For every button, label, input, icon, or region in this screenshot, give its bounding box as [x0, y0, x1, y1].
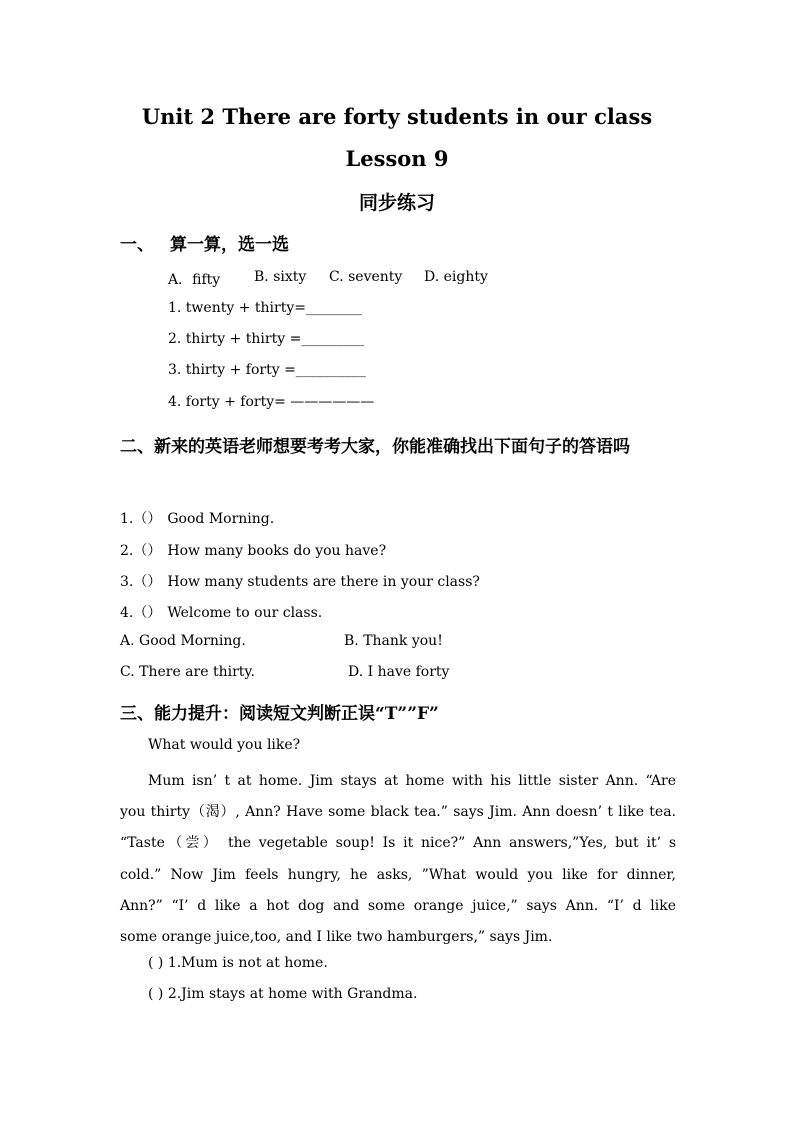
section3-heading: 三、能力提升：阅读短文判断正误“T””F”	[120, 704, 439, 724]
answer-d: D. I have forty	[348, 664, 450, 680]
section2-question-2	[120, 540, 386, 560]
section1-number: 一、	[120, 235, 154, 255]
question-number: 3.（）	[120, 574, 162, 590]
section1-question-2: 2. thirty + thirty =_________	[168, 331, 365, 347]
page-title: Unit 2 There are forty students in our class	[141, 104, 653, 129]
answer-c: C. There are thirty.	[120, 664, 255, 680]
reading-passage	[120, 766, 676, 953]
answer-b: B. Thank you!	[344, 633, 443, 649]
option-d: D. eighty	[424, 269, 488, 285]
question-number: 1.（）	[120, 511, 162, 527]
section2-question-3	[120, 571, 480, 591]
option-b: B. sixty	[254, 269, 307, 285]
section2-question-4	[120, 602, 322, 622]
question-text: How many students are there in your class?	[167, 574, 480, 590]
section1-question-3: 3. thirty + forty =__________	[168, 362, 366, 378]
statement-1: ( ) 1.Mum is not at home.	[148, 955, 328, 971]
section2-question-1	[120, 508, 274, 528]
passage-line: you thirty（渴）, Ann? Have some black tea.” says Jim. Ann doesn’ t like tea.	[120, 804, 676, 821]
passage-title: What would you like?	[148, 737, 301, 753]
question-text: Good Morning.	[167, 511, 275, 527]
question-number: 2.（）	[120, 543, 162, 559]
passage-line: “Taste（尝） the vegetable soup! Is it nice?” Ann answers,”Yes, but it’ s	[120, 835, 676, 852]
section1-question-1: 1. twenty + thirty=________	[168, 300, 362, 316]
passage-line: cold.” Now Jim feels hungry, he asks, ”What would you like for dinner,	[120, 866, 676, 883]
option-a: A．fifty	[168, 272, 221, 288]
passage-line: Mum isn’ t at home. Jim stays at home with his little sister Ann. “Are	[148, 773, 676, 789]
option-c: C. seventy	[329, 269, 403, 285]
question-text: Welcome to our class.	[167, 605, 323, 621]
answer-a: A. Good Morning.	[120, 633, 246, 649]
section2-heading: 二、新来的英语老师想要考考大家，你能准确找出下面句子的答语吗	[120, 437, 630, 457]
section1-heading: 算一算，选一选	[170, 235, 289, 255]
section1-question-4: 4. forty + forty= ——————	[168, 394, 375, 410]
statement-2: ( ) 2.Jim stays at home with Grandma.	[148, 986, 418, 1002]
lesson-title: Lesson 9	[345, 146, 449, 171]
passage-line: Ann?” “I’ d like a hot dog and some orange juice,” says Ann. “I’ d like	[120, 897, 676, 914]
question-text: How many books do you have?	[167, 543, 387, 559]
passage-line: some orange juice,too, and I like two hamburgers,” says Jim.	[120, 929, 553, 946]
question-number: 4.（）	[120, 605, 162, 621]
page-subtitle: 同步练习	[358, 192, 435, 214]
